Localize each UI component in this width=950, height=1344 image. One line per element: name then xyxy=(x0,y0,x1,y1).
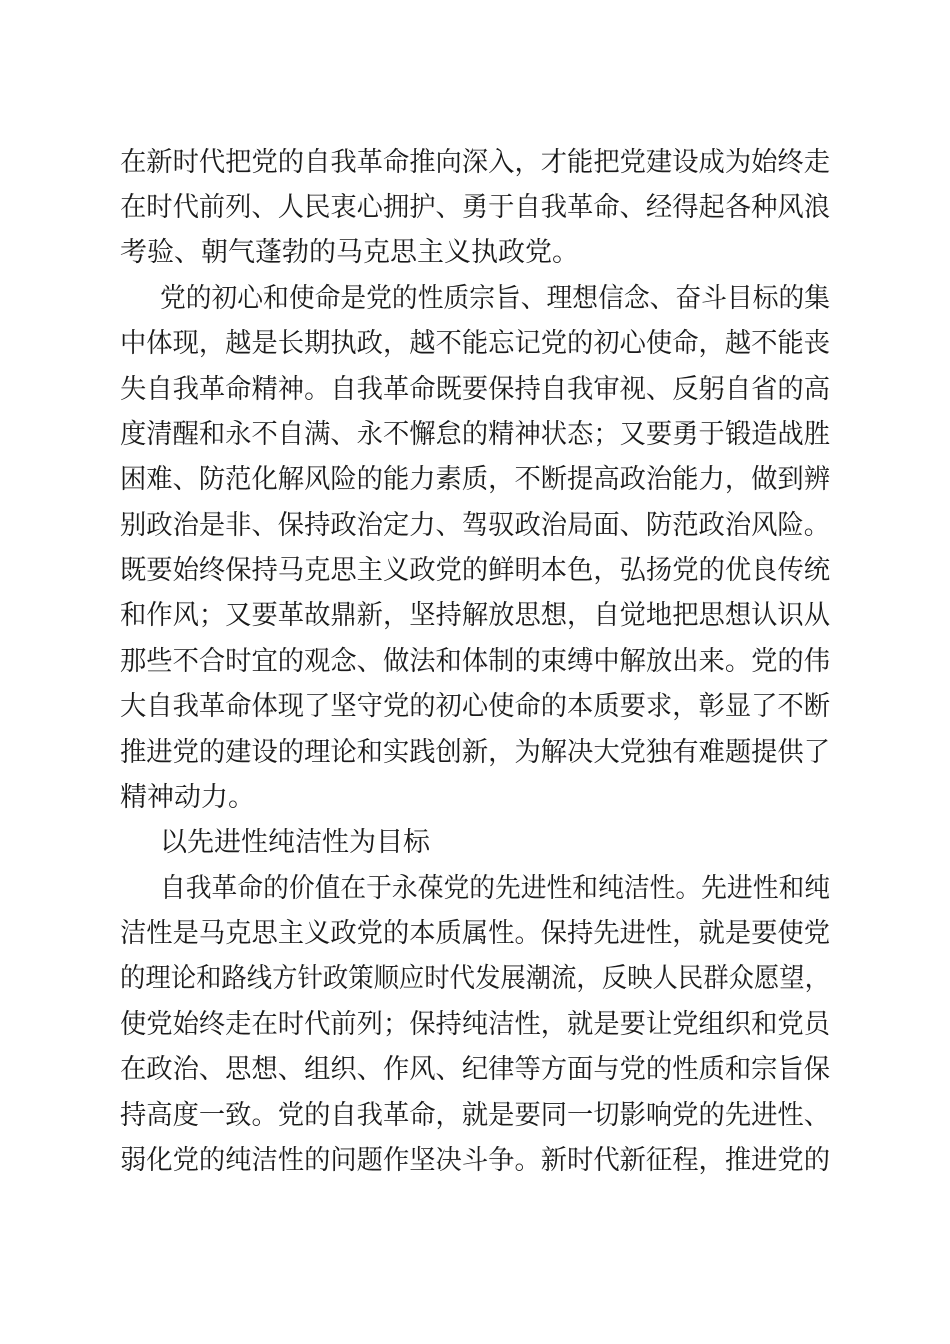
text-line: 度清醒和永不自满、永不懈怠的精神状态；又要勇于锻造战胜 xyxy=(120,419,830,450)
paragraph-first-line: 自我革命的价值在于永葆党的先进性和纯洁性。先进性和纯 xyxy=(160,873,830,904)
text-line: 中体现，越是长期执政，越不能忘记党的初心使命，越不能丧 xyxy=(120,328,830,359)
text-line: 推进党的建设的理论和实践创新，为解决大党独有难题提供了 xyxy=(120,737,830,768)
text-line: 别政治是非、保持政治定力、驾驭政治局面、防范政治风险。 xyxy=(120,510,830,541)
paragraph-first-line: 党的初心和使命是党的性质宗旨、理想信念、奋斗目标的集 xyxy=(160,283,830,314)
text-line: 持高度一致。党的自我革命，就是要同一切影响党的先进性、 xyxy=(120,1100,830,1131)
text-line: 精神动力。 xyxy=(120,782,255,813)
text-line: 失自我革命精神。自我革命既要保持自我审视、反躬自省的高 xyxy=(120,374,830,405)
text-line: 使党始终走在时代前列；保持纯洁性，就是要让党组织和党员 xyxy=(120,1009,830,1040)
text-line: 在时代前列、人民衷心拥护、勇于自我革命、经得起各种风浪 xyxy=(120,192,830,223)
text-line: 和作风；又要革故鼎新，坚持解放思想，自觉地把思想认识从 xyxy=(120,600,830,631)
text-line: 洁性是马克思主义政党的本质属性。保持先进性，就是要使党 xyxy=(120,918,830,949)
text-line: 困难、防范化解风险的能力素质，不断提高政治能力，做到辨 xyxy=(120,464,830,495)
section-heading: 以先进性纯洁性为目标 xyxy=(160,827,430,858)
text-line: 弱化党的纯洁性的问题作坚决斗争。新时代新征程，推进党的 xyxy=(120,1145,830,1176)
text-line: 在政治、思想、组织、作风、纪律等方面与党的性质和宗旨保 xyxy=(120,1054,830,1085)
text-line: 考验、朝气蓬勃的马克思主义执政党。 xyxy=(120,237,579,268)
text-line: 的理论和路线方针政策顺应时代发展潮流，反映人民群众愿望， xyxy=(120,963,830,994)
text-line: 大自我革命体现了坚守党的初心使命的本质要求，彰显了不断 xyxy=(120,691,830,722)
text-line: 那些不合时宜的观念、做法和体制的束缚中解放出来。党的伟 xyxy=(120,646,830,677)
text-line: 既要始终保持马克思主义政党的鲜明本色，弘扬党的优良传统 xyxy=(120,555,830,586)
text-line: 在新时代把党的自我革命推向深入，才能把党建设成为始终走 xyxy=(120,147,830,178)
